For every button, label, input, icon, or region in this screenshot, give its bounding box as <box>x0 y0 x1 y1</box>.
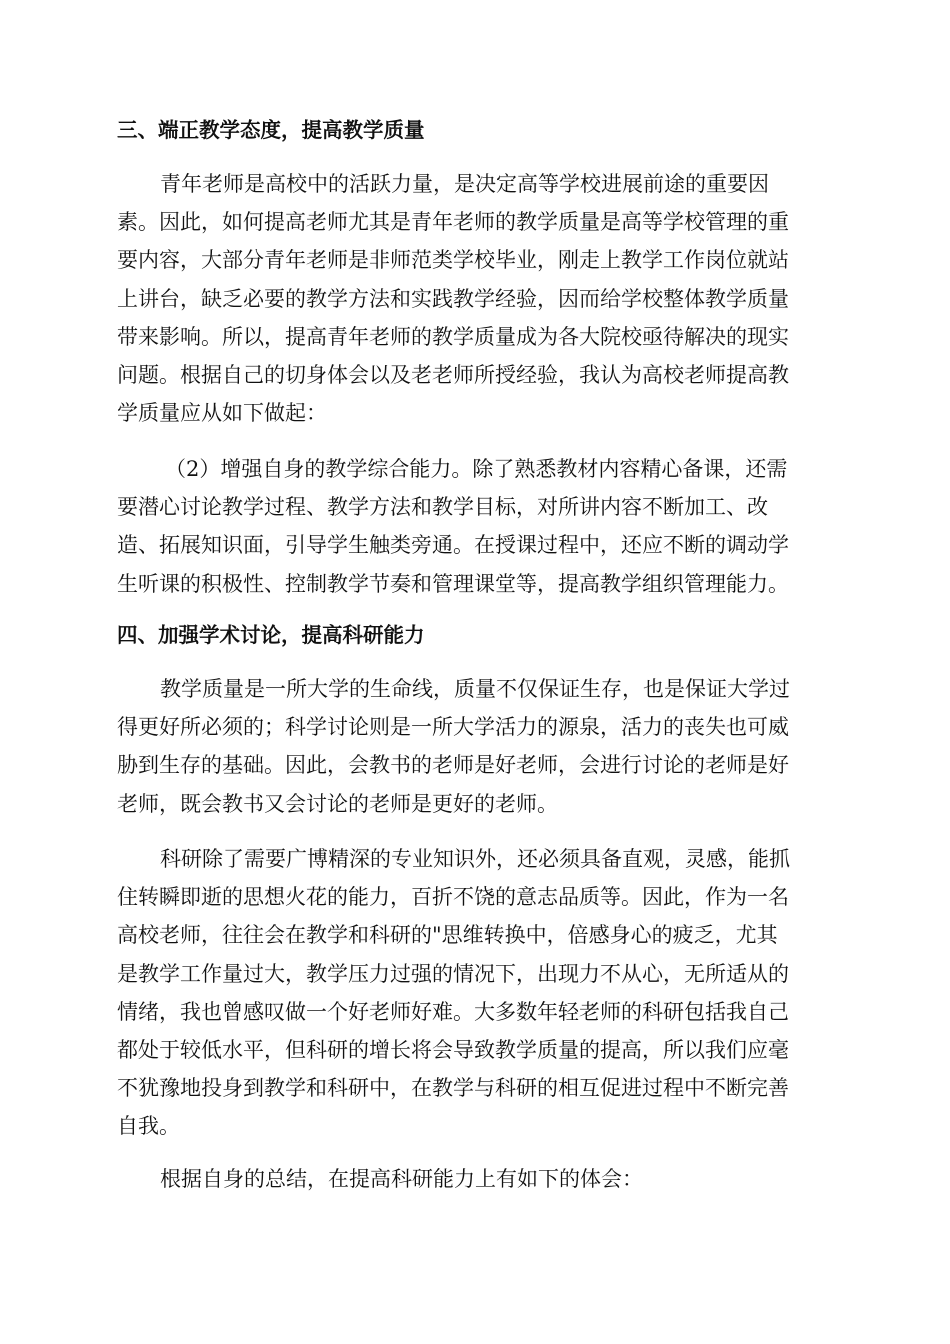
section-4-paragraph-1 <box>117 670 837 823</box>
paragraph-line: 带来影响。所以，提高青年老师的教学质量成为各大院校亟待解决的现实 <box>117 324 789 349</box>
paragraph-line: 造、拓展知识面，引导学生触类旁通。在授课过程中，还应不断的调动学 <box>117 533 789 558</box>
paragraph-line: 自我。 <box>117 1114 180 1139</box>
paragraph-line: （2）增强自身的教学综合能力。除了熟悉教材内容精心备课，还需 <box>165 457 788 481</box>
paragraph-line: 都处于较低水平，但科研的增长将会导致教学质量的提高，所以我们应毫 <box>117 1037 789 1062</box>
section-4-paragraph-2 <box>117 840 837 1146</box>
paragraph-line: 科研除了需要广博精深的专业知识外，还必须具备直观，灵感，能抓 <box>160 847 790 871</box>
paragraph-line: 教学质量是一所大学的生命线，质量不仅保证生存，也是保证大学过 <box>160 677 790 701</box>
paragraph-line: 情绪，我也曾感叹做一个好老师好难。大多数年轻老师的科研包括我自己 <box>117 999 789 1024</box>
paragraph-line: 不犹豫地投身到教学和科研中，在教学与科研的相互促进过程中不断完善 <box>117 1076 789 1101</box>
paragraph-line: 老师，既会教书又会讨论的老师是更好的老师。 <box>117 791 558 816</box>
paragraph-line: 青年老师是高校中的活跃力量，是决定高等学校进展前途的重要因 <box>160 172 769 196</box>
paragraph-line: 得更好所必须的；科学讨论则是一所大学活力的源泉，活力的丧失也可威 <box>117 715 789 740</box>
paragraph-line: 素。因此，如何提高老师尤其是青年老师的教学质量是高等学校管理的重 <box>117 210 789 235</box>
paragraph-line: 问题。根据自己的切身体会以及老老师所授经验，我认为高校老师提高教 <box>117 362 789 387</box>
section-3-paragraph-1 <box>117 165 837 432</box>
section-3-paragraph-2 <box>117 450 837 603</box>
paragraph-line: 高校老师，往往会在教学和科研的"思维转换中，倍感身心的疲乏，尤其 <box>117 923 778 948</box>
paragraph-line: 生听课的积极性、控制教学节奏和管理课堂等，提高教学组织管理能力。 <box>117 571 789 596</box>
paragraph-line: 要潜心讨论教学过程、教学方法和教学目标，对所讲内容不断加工、改 <box>117 495 768 520</box>
paragraph-line: 学质量应从如下做起： <box>117 401 327 426</box>
paragraph-line: 要内容，大部分青年老师是非师范类学校毕业，刚走上教学工作岗位就站 <box>117 248 789 273</box>
paragraph-line: 上讲台，缺乏必要的教学方法和实践教学经验，因而给学校整体教学质量 <box>117 286 789 311</box>
paragraph-line: 是教学工作量过大，教学压力过强的情况下，出现力不从心，无所适从的 <box>117 961 789 986</box>
paragraph-line: 胁到生存的基础。因此，会教书的老师是好老师，会进行讨论的老师是好 <box>117 753 789 778</box>
section-4-paragraph-3 <box>117 1160 837 1198</box>
paragraph-line: 根据自身的总结，在提高科研能力上有如下的体会： <box>160 1167 643 1191</box>
section-3-heading: 三、端正教学态度，提高教学质量 <box>117 118 425 142</box>
section-4-heading: 四、加强学术讨论，提高科研能力 <box>117 623 425 647</box>
paragraph-line: 住转瞬即逝的思想火花的能力，百折不饶的意志品质等。因此，作为一名 <box>117 885 789 910</box>
